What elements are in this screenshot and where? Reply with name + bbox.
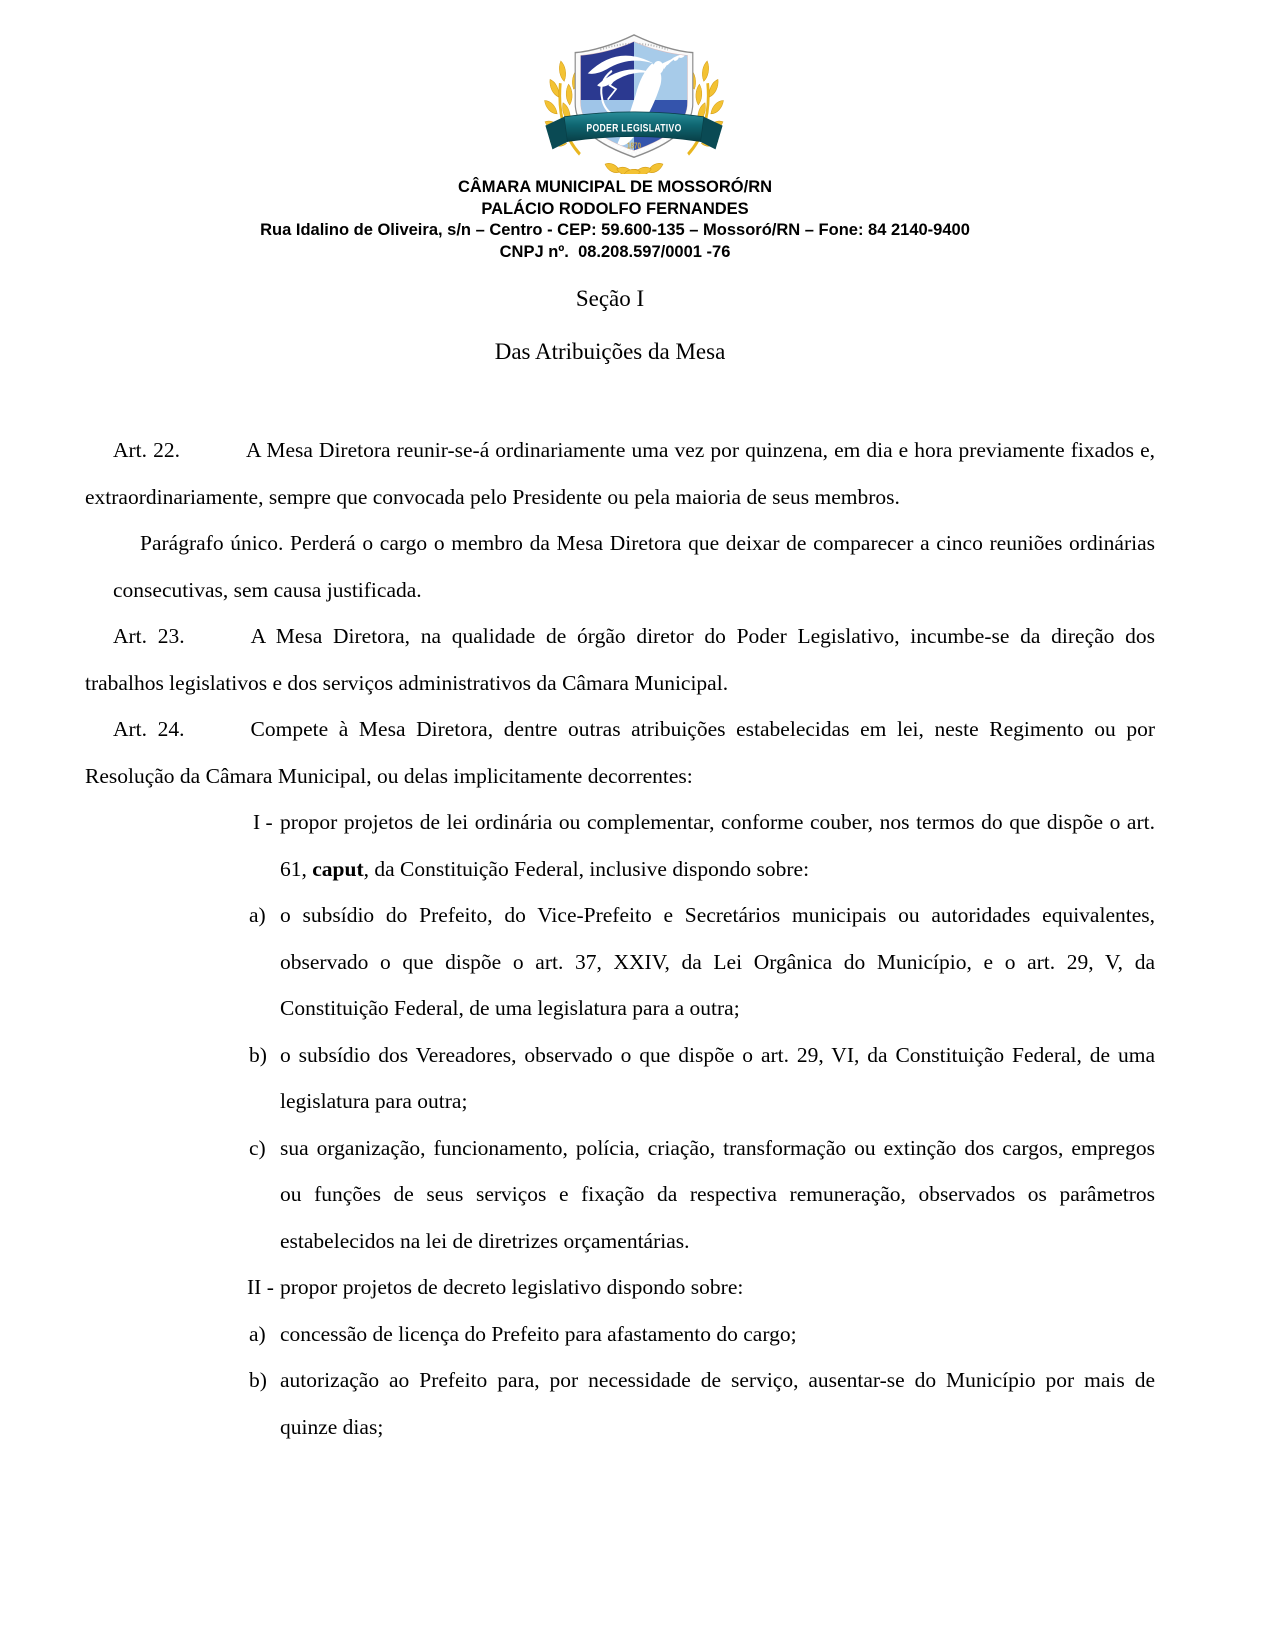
document-body bbox=[85, 427, 1155, 1450]
item-I-b-label: b) bbox=[249, 1042, 267, 1067]
item-II-text: propor projetos de decreto legislativo dispondo sobre: bbox=[280, 1275, 744, 1299]
item-I-text-post: , da Constituição Federal, inclusive dispondo sobre: bbox=[363, 856, 810, 881]
address-line: Rua Idalino de Oliveira, s/n – Centro - CEP: 59.600-135 – Mossoró/RN – Fone: 84 2140-9400 bbox=[260, 221, 970, 239]
item-I-text-pre: propor projetos de lei ordinária ou complementar, conforme couber, nos termos do que dispõe o art. 61, bbox=[280, 810, 1155, 881]
item-II-a bbox=[249, 1311, 1155, 1358]
article-23 bbox=[85, 613, 1155, 706]
coat-of-arms bbox=[536, 26, 732, 174]
article-24-text: Compete à Mesa Diretora, dentre outras atribuições estabelecidas em lei, neste Regimento ou por Resolução da Câmara Municipal, ou delas implicitamente decorrentes: bbox=[85, 717, 1155, 788]
shield-icon bbox=[575, 35, 693, 159]
section-subtitle: Das Atribuições da Mesa bbox=[494, 339, 726, 364]
item-II-a-text: concessão de licença do Prefeito para afastamento do cargo; bbox=[280, 1321, 797, 1346]
item-II-b-label: b) bbox=[249, 1368, 267, 1392]
item-I bbox=[253, 799, 1155, 892]
article-24-label: Art. 24. bbox=[113, 717, 185, 741]
item-I-c-text: sua organização, funcionamento, polícia, criação, transformação ou extinção dos cargos, empregos ou funções de seus serviços e fixação da respectiva remuneração, observados os parâmetros estabelecidos na lei de diretrizes orçamentárias. bbox=[280, 1135, 1155, 1253]
item-I-label: I - bbox=[253, 810, 273, 834]
paragrafo-unico bbox=[113, 520, 1155, 613]
article-23-label: Art. 23. bbox=[113, 624, 185, 648]
article-24 bbox=[85, 706, 1155, 799]
item-I-b bbox=[249, 1032, 1155, 1125]
founding-year-label: 1870 bbox=[627, 141, 641, 151]
item-II-a-label: a) bbox=[249, 1321, 266, 1346]
item-II bbox=[247, 1264, 1155, 1311]
poder-legislativo-label: PODER LEGISLATIVO bbox=[586, 122, 682, 135]
laurel-bottom-icon bbox=[604, 161, 664, 174]
building-name: PALÁCIO RODOLFO FERNANDES bbox=[481, 199, 749, 218]
cnpj-line: CNPJ nº. 08.208.597/0001 -76 bbox=[499, 242, 731, 261]
org-name: CÂMARA MUNICIPAL DE MOSSORÓ/RN bbox=[457, 178, 773, 196]
item-I-bold-word: caput bbox=[312, 856, 364, 881]
section-title: Seção I bbox=[575, 286, 645, 311]
article-23-text: A Mesa Diretora, na qualidade de órgão diretor do Poder Legislativo, incumbe-se da direção dos trabalhos legislativos e dos serviços administrativos da Câmara Municipal. bbox=[85, 624, 1155, 695]
paragrafo-unico-text: Parágrafo único. Perderá o cargo o membro da Mesa Diretora que deixar de comparecer a cinco reuniões ordinárias consecutivas, sem causa justificada. bbox=[113, 531, 1155, 602]
item-I-a bbox=[249, 892, 1155, 1032]
item-I-c-label: c) bbox=[249, 1135, 266, 1160]
item-I-a-text: o subsídio do Prefeito, do Vice-Prefeito e Secretários municipais ou autoridades equivalentes, observado o que dispõe o art. 37, XXIV, da Lei Orgânica do Município, e o art. 29, V, da Constituição Federal, de uma legislatura para a outra; bbox=[280, 903, 1155, 1020]
item-I-c bbox=[249, 1125, 1155, 1265]
article-22-label: Art. 22. bbox=[113, 438, 180, 462]
article-22 bbox=[85, 427, 1155, 520]
item-II-b bbox=[249, 1357, 1155, 1450]
article-22-text: A Mesa Diretora reunir-se-á ordinariamente uma vez por quinzena, em dia e hora previamente fixados e, extraordinariamente, sempre que convocada pelo Presidente ou pela maioria de seus membros. bbox=[85, 438, 1155, 509]
item-I-a-label: a) bbox=[249, 903, 266, 927]
coat-of-arms-icon bbox=[536, 26, 732, 174]
item-II-b-text: autorização ao Prefeito para, por necessidade de serviço, ausentar-se do Município por mais de quinze dias; bbox=[280, 1368, 1155, 1439]
item-I-b-text: o subsídio dos Vereadores, observado o que dispõe o art. 29, VI, da Constituição Federal, de uma legislatura para outra; bbox=[280, 1042, 1155, 1113]
letterhead bbox=[65, 177, 1165, 263]
item-II-label: II - bbox=[247, 1275, 274, 1299]
